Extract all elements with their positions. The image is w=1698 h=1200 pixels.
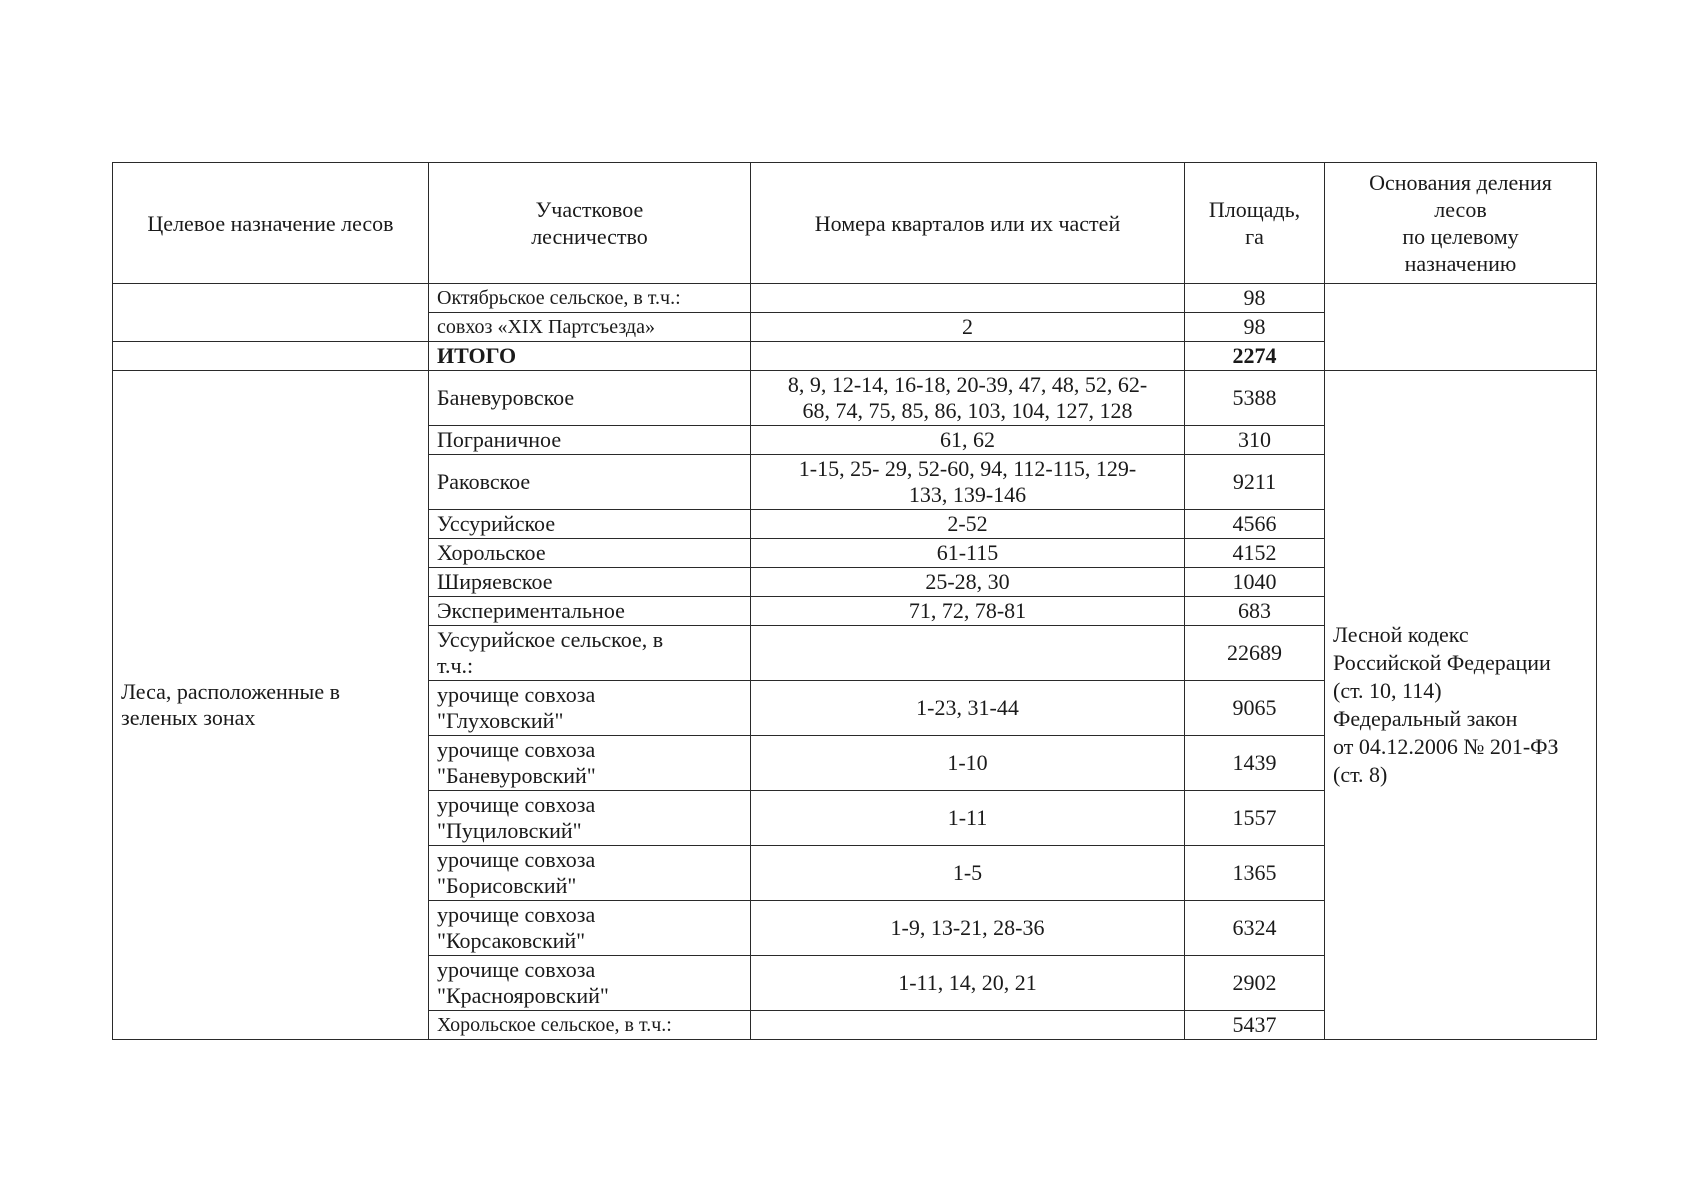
quarters-cell: 1-10 — [751, 736, 1185, 791]
area-cell: 1557 — [1185, 791, 1325, 846]
forestry-cell: Октябрьское сельское, в т.ч.: — [429, 284, 751, 313]
quarters-cell: 1-15, 25- 29, 52-60, 94, 112-115, 129- 133, 139-146 — [751, 455, 1185, 510]
area-cell: 683 — [1185, 597, 1325, 626]
quarters-cell — [751, 1011, 1185, 1040]
quarters-cell: 8, 9, 12-14, 16-18, 20-39, 47, 48, 52, 62- 68, 74, 75, 85, 86, 103, 104, 127, 128 — [751, 371, 1185, 426]
quarters-cell: 2 — [751, 313, 1185, 342]
header-row — [113, 163, 1597, 284]
quarters-cell: 1-5 — [751, 846, 1185, 901]
area-cell: 98 — [1185, 313, 1325, 342]
forestry-cell: Хорольское — [429, 539, 751, 568]
area-cell: 22689 — [1185, 626, 1325, 681]
quarters-cell — [751, 626, 1185, 681]
quarters-cell: 2-52 — [751, 510, 1185, 539]
forestry-cell: Ширяевское — [429, 568, 751, 597]
quarters-cell: 25-28, 30 — [751, 568, 1185, 597]
area-cell: 5388 — [1185, 371, 1325, 426]
forestry-cell: урочище совхоза "Корсаковский" — [429, 901, 751, 956]
quarters-cell: 71, 72, 78-81 — [751, 597, 1185, 626]
total-label: ИТОГО — [429, 342, 751, 371]
header-purpose: Целевое назначение лесов — [113, 163, 429, 284]
area-cell: 2902 — [1185, 956, 1325, 1011]
header-forestry: Участковое лесничество — [429, 163, 751, 284]
header-basis: Основания деления лесов по целевому назначению — [1325, 163, 1597, 284]
quarters-cell: 61-115 — [751, 539, 1185, 568]
area-cell: 4152 — [1185, 539, 1325, 568]
area-cell: 310 — [1185, 426, 1325, 455]
forestry-cell: Баневуровское — [429, 371, 751, 426]
forestry-cell: Уссурийское сельское, в т.ч.: — [429, 626, 751, 681]
header-area: Площадь, га — [1185, 163, 1325, 284]
forestry-cell: урочище совхоза "Глуховский" — [429, 681, 751, 736]
area-cell: 5437 — [1185, 1011, 1325, 1040]
document-page — [112, 162, 1597, 1040]
basis-cell: Лесной кодекс Российской Федерации (ст. 10, 114) Федеральный закон от 04.12.2006 № 201-ФЗ (ст. 8) — [1325, 371, 1597, 1040]
quarters-cell: 1-23, 31-44 — [751, 681, 1185, 736]
purpose-cell-empty — [113, 342, 429, 371]
area-cell: 98 — [1185, 284, 1325, 313]
forestry-cell: совхоз «XIX Партсъезда» — [429, 313, 751, 342]
header-quarters: Номера кварталов или их частей — [751, 163, 1185, 284]
forestry-cell: урочище совхоза "Борисовский" — [429, 846, 751, 901]
forestry-cell: урочище совхоза "Баневуровский" — [429, 736, 751, 791]
forestry-cell: урочище совхоза "Краснояровский" — [429, 956, 751, 1011]
quarters-cell — [751, 284, 1185, 313]
area-cell: 9211 — [1185, 455, 1325, 510]
quarters-cell: 61, 62 — [751, 426, 1185, 455]
table-row — [113, 371, 1597, 426]
quarters-cell: 1-11, 14, 20, 21 — [751, 956, 1185, 1011]
purpose-cell-empty — [113, 284, 429, 342]
forestry-cell: Экспериментальное — [429, 597, 751, 626]
area-cell: 9065 — [1185, 681, 1325, 736]
forestry-cell: Хорольское сельское, в т.ч.: — [429, 1011, 751, 1040]
forest-purpose-table — [112, 162, 1597, 1040]
quarters-cell — [751, 342, 1185, 371]
table-row — [113, 284, 1597, 313]
basis-cell-empty — [1325, 284, 1597, 371]
forestry-cell: Раковское — [429, 455, 751, 510]
forestry-cell: Уссурийское — [429, 510, 751, 539]
area-cell: 1365 — [1185, 846, 1325, 901]
area-cell: 1040 — [1185, 568, 1325, 597]
forestry-cell: Пограничное — [429, 426, 751, 455]
total-area: 2274 — [1185, 342, 1325, 371]
quarters-cell: 1-11 — [751, 791, 1185, 846]
quarters-cell: 1-9, 13-21, 28-36 — [751, 901, 1185, 956]
forestry-cell: урочище совхоза "Пуциловский" — [429, 791, 751, 846]
area-cell: 6324 — [1185, 901, 1325, 956]
purpose-cell: Леса, расположенные в зеленых зонах — [113, 371, 429, 1040]
area-cell: 4566 — [1185, 510, 1325, 539]
area-cell: 1439 — [1185, 736, 1325, 791]
